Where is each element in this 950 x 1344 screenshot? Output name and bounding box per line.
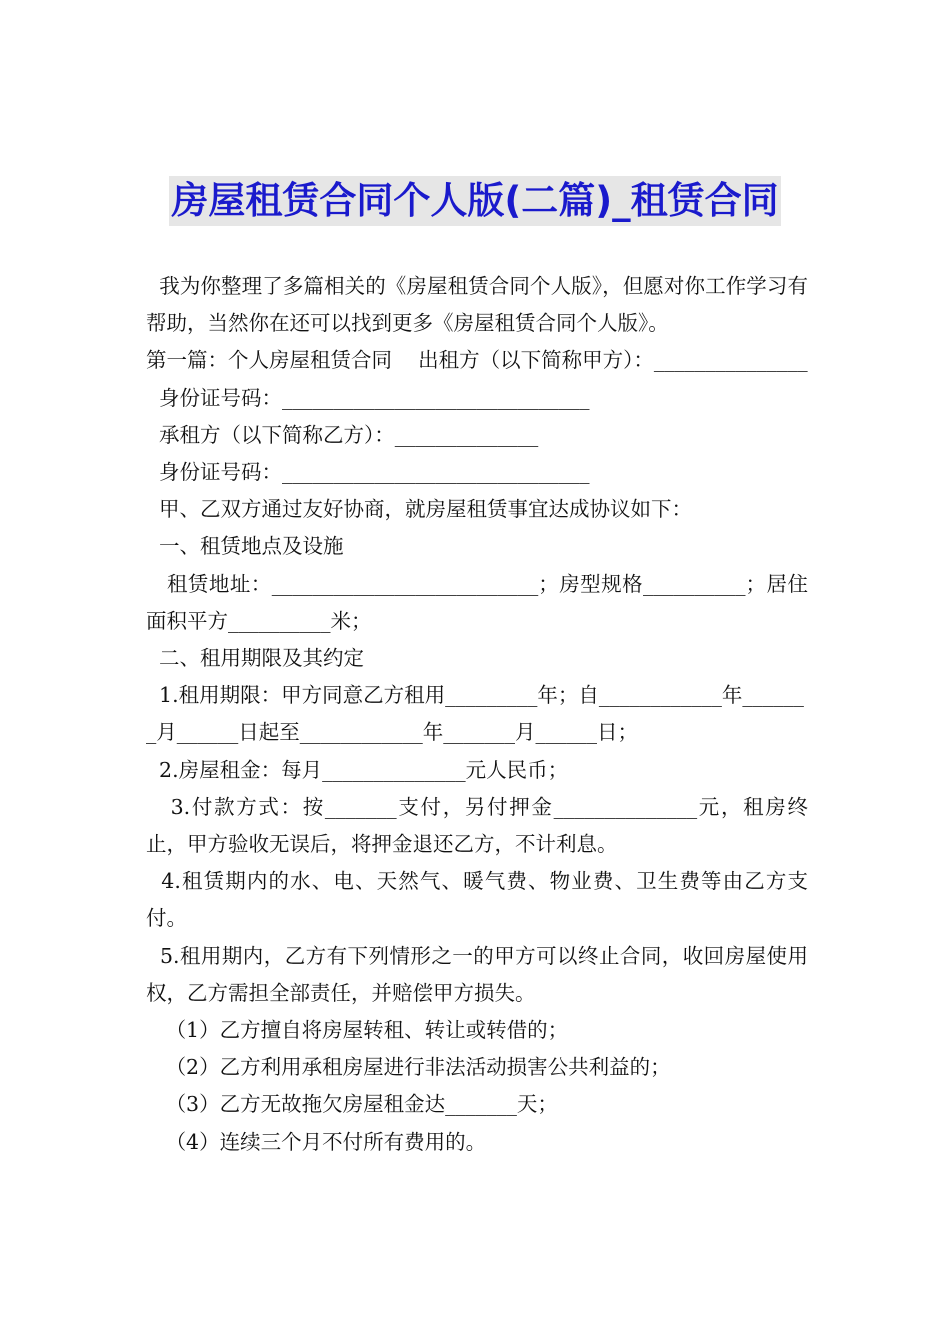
document-body (146, 268, 808, 1161)
lessee-id-line: 身份证号码：______________________________ (146, 460, 590, 485)
lessor-id-line: 身份证号码：______________________________ (146, 385, 590, 410)
clause-4: 4.租赁期内的水、电、天然气、暖气费、物业费、卫生费等由乙方支付。 (146, 869, 808, 931)
document-title: 房屋租赁合同个人版(二篇)_租赁合同 (169, 176, 780, 226)
clause-1: 1.租用期限：甲方同意乙方租用_________年；自____________年_______月______日起至____________年_______月______日； (146, 683, 804, 745)
section-heading-1: 一、租赁地点及设施 (146, 534, 344, 559)
sub-clause-3: （3）乙方无故拖欠房屋租金达_______天； (146, 1092, 558, 1117)
lessee-line: 承租方（以下简称乙方）：______________ (146, 422, 539, 447)
sub-clause-2: （2）乙方利用承租房屋进行非法活动损害公共利益的； (146, 1055, 671, 1080)
title-container (0, 176, 950, 226)
clause-5: 5.租用期内，乙方有下列情形之一的甲方可以终止合同，收回房屋使用权，乙方需担全部责任，并赔偿甲方损失。 (146, 943, 808, 1005)
intro-paragraph: 我为你整理了多篇相关的《房屋租赁合同个人版》，但愿对你工作学习有帮助，当然你在还可以找到更多《房屋租赁合同个人版》。 (146, 274, 808, 336)
clause-3: 3.付款方式：按_______支付，另付押金______________元，租房终止，甲方验收无误后，将押金退还乙方，不计利息。 (146, 794, 808, 857)
clause-2: 2.房屋租金：每月______________元人民币； (146, 757, 569, 782)
sub-clause-1: （1）乙方擅自将房屋转租、转让或转借的； (146, 1018, 569, 1043)
sub-clause-4: （4）连续三个月不付所有费用的。 (146, 1129, 487, 1154)
lessor-line: 第一篇：个人房屋租赁合同 出租方（以下简称甲方）：_______________ (146, 348, 808, 373)
address-line: 租赁地址：__________________________；房型规格__________；居住面积平方__________米； (146, 571, 808, 633)
agreement-intro: 甲、乙双方通过友好协商，就房屋租赁事宜达成协议如下： (146, 497, 693, 522)
section-heading-2: 二、租用期限及其约定 (146, 646, 365, 671)
